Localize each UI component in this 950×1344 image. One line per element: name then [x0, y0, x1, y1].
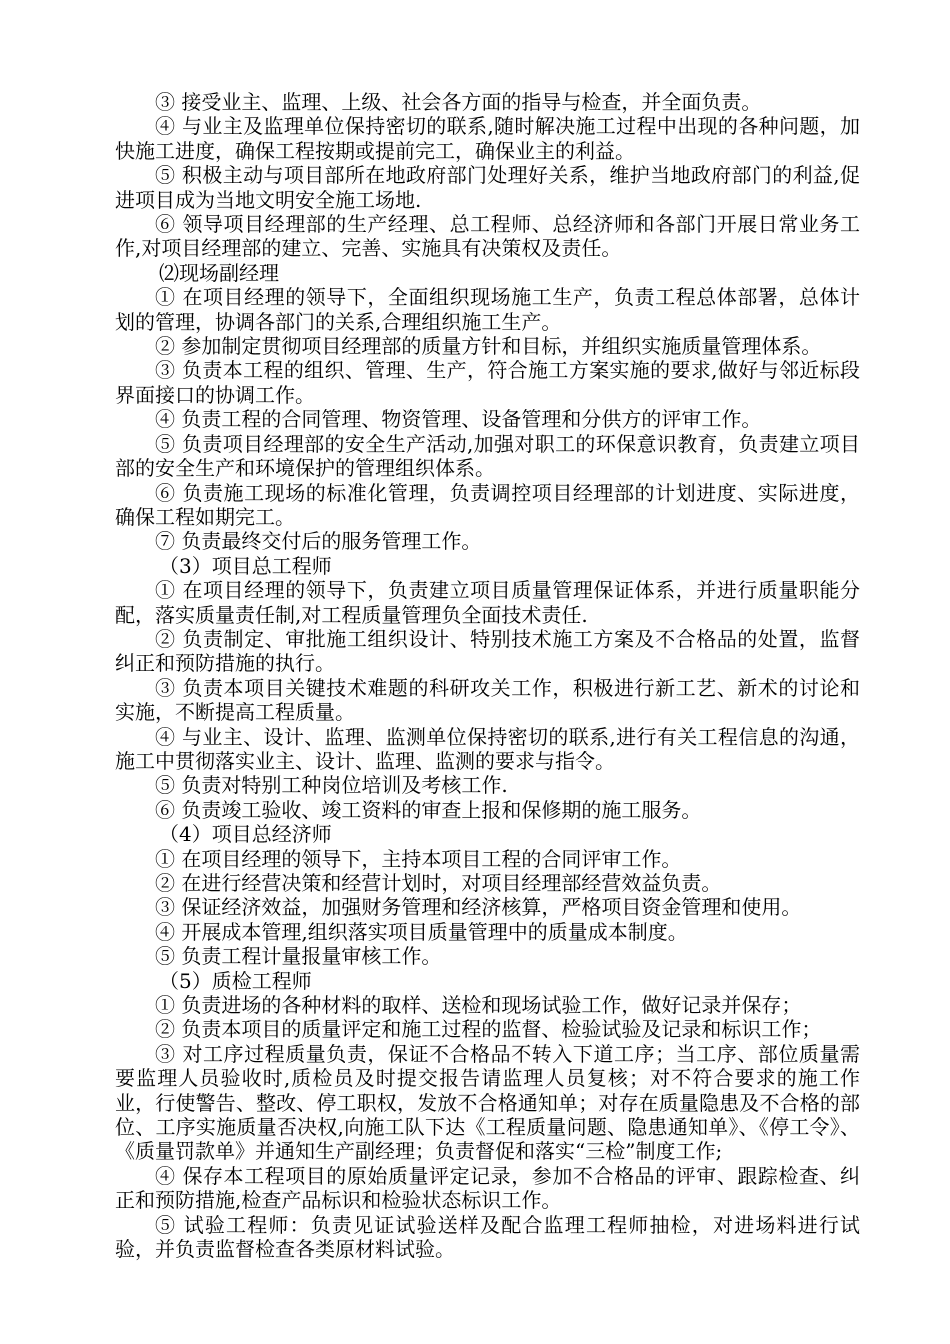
body-paragraph: ④ 与业主及监理单位保持密切的联系,随时解决施工过程中出现的各种问题，加快施工进度，确保工程按期或提前完工，确保业主的利益。	[115, 114, 860, 163]
body-paragraph: ⑤ 负责工程计量报量审核工作。	[155, 944, 442, 969]
body-paragraph: ④ 开展成本管理,组织落实项目质量管理中的质量成本制度。	[155, 919, 688, 944]
body-paragraph: ① 在项目经理的领导下，负责建立项目质量管理保证体系，并进行质量职能分配，落实质量责任制,对工程质量管理负全面技术责任.	[115, 578, 860, 627]
section-heading: （5）质检工程师	[159, 968, 312, 993]
body-paragraph: ⑤ 试验工程师：负责见证试验送样及配合监理工程师抽检，对进场料进行试验，并负责监督检查各类原材料试验。	[115, 1212, 860, 1262]
document-body	[115, 90, 860, 1262]
body-paragraph: ⑥ 负责竣工验收、竣工资料的审查上报和保修期的施工服务。	[155, 797, 702, 822]
body-paragraph: ⑤ 积极主动与项目部所在地政府部门处理好关系，维护当地政府部门的利益,促进项目成为当地文明安全施工场地.	[115, 163, 860, 212]
body-paragraph: ⑥ 领导项目经理部的生产经理、总工程师、总经济师和各部门开展日常业务工作,对项目经理部的建立、完善、实施具有决策权及责任。	[115, 212, 860, 261]
body-paragraph: ⑥ 负责施工现场的标准化管理，负责调控项目经理部的计划进度、实际进度，确保工程如期完工。	[115, 480, 860, 529]
body-paragraph: ③ 负责本工程的组织、管理、生产，符合施工方案实施的要求,做好与邻近标段界面接口的协调工作。	[115, 358, 860, 407]
body-paragraph: ④ 负责工程的合同管理、物资管理、设备管理和分供方的评审工作。	[155, 407, 762, 432]
body-paragraph: ① 负责进场的各种材料的取样、送检和现场试验工作，做好记录并保存；	[155, 993, 802, 1018]
body-paragraph: ③ 对工序过程质量负责，保证不合格品不转入下道工序；当工序、部位质量需要监理人员验收时,质检员及时提交报告请监理人员复核；对不符合要求的施工作业，行使警告、整改、停工职权，发放不合格通知单；对存在质量隐患及不合格的部位、工序实施质量否决权,向施工队下达《工程质量问题、隐患通知单》、《停工令》、《质量罚款单》并通知生产副经理；负责督促和落实“三检”制度工作;	[115, 1041, 860, 1164]
body-paragraph: ⑤ 负责对特别工种岗位培训及考核工作.	[155, 773, 508, 798]
body-paragraph: ② 在进行经营决策和经营计划时，对项目经理部经营效益负责。	[155, 871, 722, 895]
body-paragraph: ③ 负责本项目关键技术难题的科研攻关工作，积极进行新工艺、新术的讨论和实施，不断提高工程质量。	[115, 675, 860, 725]
body-paragraph: ① 在项目经理的领导下，全面组织现场施工生产，负责工程总体部署，总体计划的管理，协调各部门的关系,合理组织施工生产。	[115, 285, 860, 334]
body-paragraph: ⑤ 负责项目经理部的安全生产活动,加强对职工的环保意识教育，负责建立项目部的安全生产和环境保护的管理组织体系。	[115, 431, 860, 481]
body-paragraph: ⑦ 负责最终交付后的服务管理工作。	[155, 529, 482, 554]
body-paragraph: ② 参加制定贯彻项目经理部的质量方针和目标，并组织实施质量管理体系。	[155, 334, 822, 359]
body-paragraph: ① 在项目经理的领导下，主持本项目工程的合同评审工作。	[155, 846, 682, 871]
body-paragraph: ② 负责本项目的质量评定和施工过程的监督、检验试验及记录和标识工作；	[155, 1017, 822, 1042]
body-paragraph: ④ 与业主、设计、监理、监测单位保持密切的联系,进行有关工程信息的沟通，施工中贯彻落实业主、设计、监理、监测的要求与指令。	[115, 724, 860, 773]
section-heading: ⑵现场副经理	[159, 260, 279, 285]
body-paragraph: ③ 保证经济效益，加强财务管理和经济核算，严格项目资金管理和使用。	[155, 895, 802, 920]
body-paragraph: ③ 接受业主、监理、上级、社会各方面的指导与检查，并全面负责。	[155, 90, 762, 114]
body-paragraph: ② 负责制定、审批施工组织设计、特别技术施工方案及不合格品的处置，监督纠正和预防措施的执行。	[115, 626, 860, 676]
body-paragraph: ④ 保存本工程项目的原始质量评定记录，参加不合格品的评审、跟踪检查、纠正和预防措施,检查产品标识和检验状态标识工作。	[115, 1163, 860, 1213]
section-heading: （3）项目总工程师	[159, 553, 332, 578]
section-heading: （4）项目总经济师	[159, 822, 332, 847]
